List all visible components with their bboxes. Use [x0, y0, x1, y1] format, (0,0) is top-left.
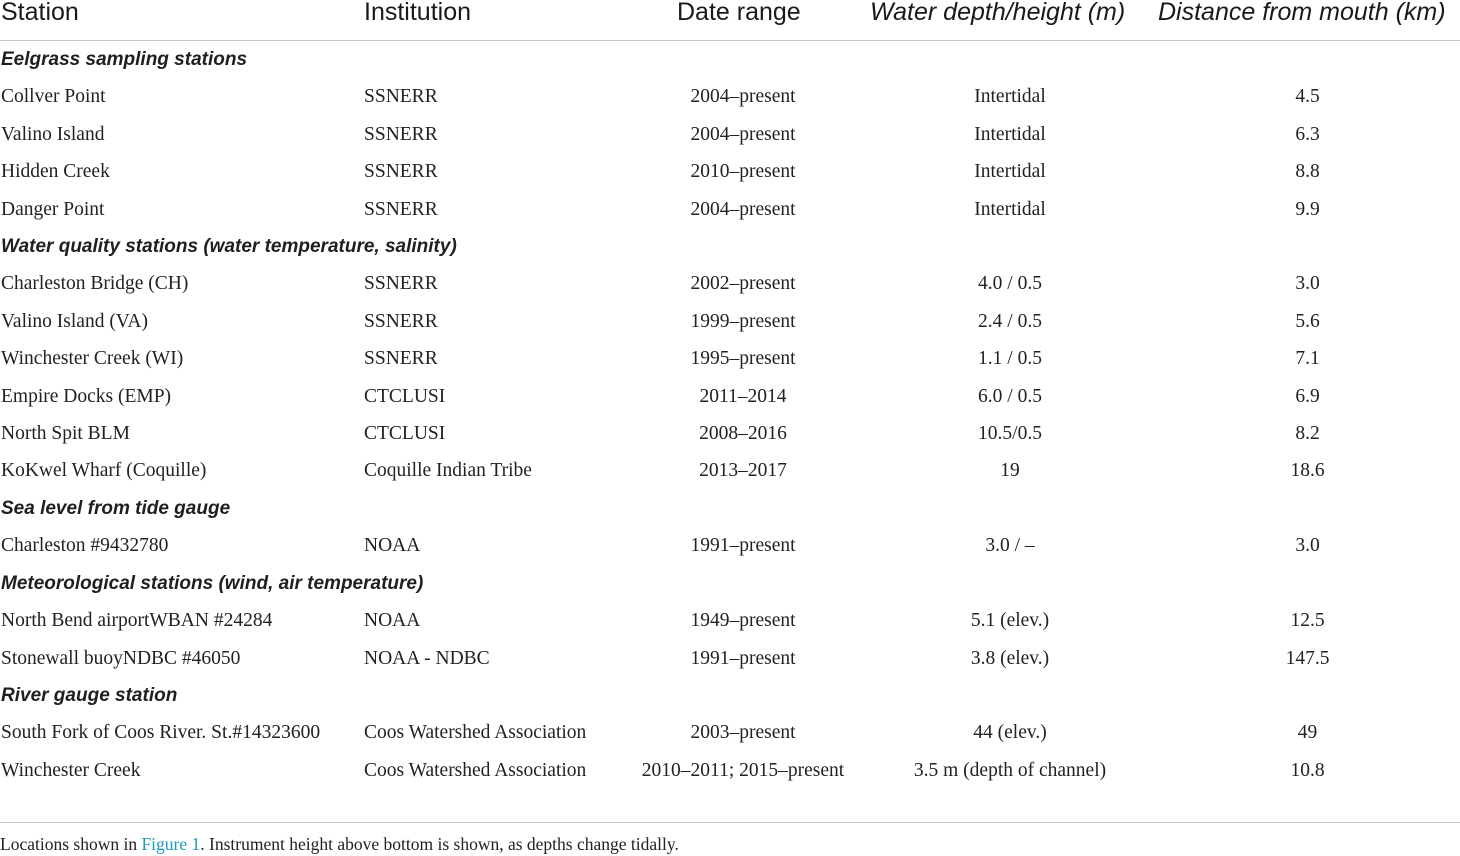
table-row: [0, 752, 1460, 789]
cell-water-depth: Intertidal: [974, 123, 1046, 145]
cell-institution: CTCLUSI: [364, 423, 446, 445]
cell-date-range: 2013–2017: [699, 460, 787, 482]
cell-distance: 8.2: [1295, 423, 1320, 445]
table-header-row: [0, 0, 1460, 41]
cell-institution: SSNERR: [364, 86, 438, 108]
figure-1-link[interactable]: Figure 1: [141, 834, 201, 854]
cell-date-range: 2003–present: [690, 722, 796, 744]
table-row: [0, 527, 1460, 564]
cell-station: Hidden Creek: [1, 161, 110, 183]
cell-station: Charleston Bridge (CH): [1, 273, 189, 295]
cell-date-range: 2004–present: [690, 198, 796, 220]
cell-distance: 6.3: [1295, 123, 1320, 145]
cell-distance: 8.8: [1295, 161, 1320, 183]
cell-water-depth: 1.1 / 0.5: [978, 348, 1042, 370]
section-row: [0, 677, 1460, 714]
cell-distance: 10.8: [1290, 759, 1325, 781]
header-date-range: Date range: [677, 0, 801, 26]
cell-distance: 7.1: [1295, 348, 1320, 370]
cell-station: Winchester Creek: [1, 759, 141, 781]
cell-institution: SSNERR: [364, 198, 438, 220]
cell-station: Valino Island (VA): [1, 310, 148, 332]
cell-date-range: 2002–present: [690, 273, 796, 295]
cell-date-range: 2004–present: [690, 86, 796, 108]
cell-institution: NOAA - NDBC: [364, 647, 490, 669]
cell-institution: CTCLUSI: [364, 385, 446, 407]
cell-date-range: 2004–present: [690, 123, 796, 145]
bottom-rule: [0, 822, 1460, 823]
cell-water-depth: 3.8 (elev.): [970, 647, 1050, 669]
table-row: [0, 602, 1460, 639]
table-row: [0, 78, 1460, 115]
cell-distance: 49: [1297, 722, 1318, 744]
cell-water-depth: 44 (elev.): [973, 722, 1047, 744]
cell-water-depth: 3.0 / –: [985, 535, 1035, 557]
cell-date-range: 1949–present: [690, 610, 796, 632]
section-row: [0, 490, 1460, 527]
cell-water-depth: 6.0 / 0.5: [978, 385, 1042, 407]
table-row: [0, 303, 1460, 340]
cell-station: Danger Point: [1, 198, 105, 220]
cell-water-depth: 19: [1000, 460, 1020, 482]
cell-date-range: 1999–present: [690, 310, 796, 332]
cell-date-range: 1991–present: [690, 535, 796, 557]
cell-institution: SSNERR: [364, 310, 438, 332]
table-row: [0, 153, 1460, 190]
cell-station: Valino Island: [1, 123, 105, 145]
cell-water-depth: 5.1 (elev.): [970, 610, 1050, 632]
cell-station: Charleston #9432780: [1, 535, 169, 557]
cell-water-depth: 3.5 m (depth of channel): [913, 759, 1107, 781]
cell-water-depth: 4.0 / 0.5: [978, 273, 1042, 295]
cell-distance: 147.5: [1285, 647, 1330, 669]
cell-institution: NOAA: [364, 610, 421, 632]
section-row: [0, 228, 1460, 265]
cell-distance: 9.9: [1295, 198, 1320, 220]
cell-water-depth: 10.5/0.5: [978, 423, 1042, 445]
cell-distance: 18.6: [1290, 460, 1325, 482]
table-footnote: [0, 833, 679, 855]
header-station: Station: [1, 0, 79, 26]
cell-institution: SSNERR: [364, 123, 438, 145]
cell-water-depth: Intertidal: [974, 86, 1046, 108]
section-title: Sea level from tide gauge: [1, 497, 231, 519]
cell-date-range: 1991–present: [690, 647, 796, 669]
cell-institution: SSNERR: [364, 348, 438, 370]
cell-station: Empire Docks (EMP): [1, 385, 172, 407]
cell-distance: 12.5: [1290, 610, 1325, 632]
footnote-text-after: . Instrument height above bottom is shown, as depths change tidally.: [200, 834, 679, 854]
cell-station: South Fork of Coos River. St.#14323600: [1, 722, 321, 744]
cell-institution: NOAA: [364, 535, 421, 557]
header-water-depth: Water depth/height (m): [870, 0, 1126, 26]
cell-date-range: 2010–2011; 2015–present: [641, 759, 845, 781]
table-row: [0, 116, 1460, 153]
cell-station: Collver Point: [1, 86, 106, 108]
table-row: [0, 265, 1460, 302]
section-title: Eelgrass sampling stations: [1, 49, 248, 70]
cell-station: North Bend airportWBAN #24284: [1, 610, 273, 632]
header-distance: Distance from mouth (km): [1158, 0, 1446, 26]
table-row: [0, 378, 1460, 415]
section-title: River gauge station: [1, 684, 178, 706]
table-row: [0, 640, 1460, 677]
section-row: [0, 41, 1460, 79]
cell-station: Stonewall buoyNDBC #46050: [1, 647, 241, 669]
section-row: [0, 565, 1460, 602]
header-institution: Institution: [364, 0, 472, 26]
cell-date-range: 2011–2014: [699, 385, 787, 407]
cell-date-range: 2010–present: [690, 161, 796, 183]
cell-station: Winchester Creek (WI): [1, 348, 184, 370]
table-row: [0, 452, 1460, 489]
footnote-text-before: Locations shown in: [0, 834, 142, 854]
table-body: [0, 41, 1460, 790]
table-row: [0, 191, 1460, 228]
cell-station: North Spit BLM: [1, 423, 130, 445]
cell-institution: SSNERR: [364, 273, 438, 295]
table-row: [0, 340, 1460, 377]
cell-water-depth: Intertidal: [974, 161, 1046, 183]
cell-date-range: 1995–present: [690, 348, 796, 370]
table-row: [0, 415, 1460, 452]
cell-water-depth: 2.4 / 0.5: [978, 310, 1042, 332]
cell-distance: 5.6: [1295, 310, 1320, 332]
cell-distance: 3.0: [1295, 273, 1320, 295]
cell-water-depth: Intertidal: [974, 198, 1046, 220]
cell-institution: Coos Watershed Association: [364, 759, 587, 781]
cell-station: KoKwel Wharf (Coquille): [1, 460, 207, 482]
cell-date-range: 2008–2016: [699, 423, 787, 445]
section-title: Water quality stations (water temperature, salinity): [1, 236, 457, 258]
section-title: Meteorological stations (wind, air temperature): [1, 572, 424, 594]
cell-distance: 4.5: [1295, 86, 1320, 108]
cell-distance: 3.0: [1295, 535, 1320, 557]
cell-institution: Coos Watershed Association: [364, 722, 587, 744]
cell-distance: 6.9: [1295, 385, 1320, 407]
cell-institution: Coquille Indian Tribe: [364, 460, 532, 482]
table-row: [0, 714, 1460, 751]
cell-institution: SSNERR: [364, 161, 438, 183]
